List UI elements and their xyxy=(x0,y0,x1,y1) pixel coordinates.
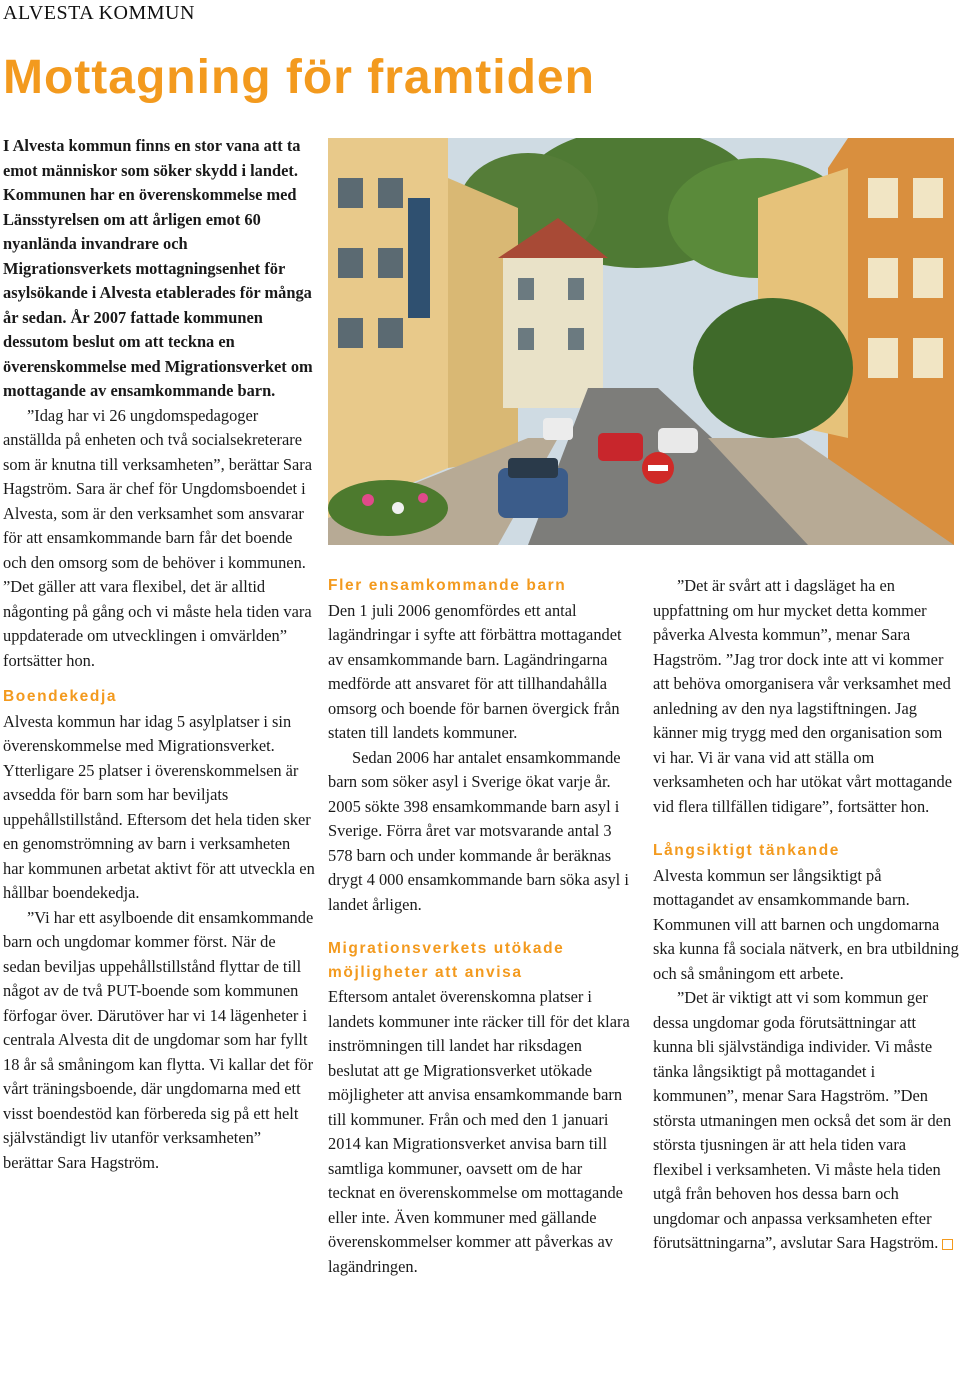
column-3 xyxy=(653,574,959,1256)
end-of-article-icon xyxy=(942,1239,953,1250)
closing-paragraph xyxy=(653,986,959,1256)
column-1 xyxy=(3,134,315,1175)
street-photo-illustration xyxy=(328,138,954,545)
subheading-boendekedja: Boendekedja xyxy=(3,688,118,705)
body-paragraph: Den 1 juli 2006 genomfördes ett antal lagändringar i syfte att förbättra mottagandet av ensamkommande barn. Lagändringarna medförde att ansvaret för att tillhandahålla omsorg och boende för barnen övergick från staten till landets kommuner. xyxy=(328,600,622,742)
body-paragraph: ”Vi har ett asylboende dit ensamkommande barn och ungdomar kommer först. När de sedan beviljas uppehållstillstånd flyttar de till något av de två PUT-boende som kommunen förfogar över. Därutöver har vi 14 lägenheter i centrala Alvesta dit de ungdomar som har fyllt 18 år så småningom kan flytta. Vi kallar det för vårt träningsboende, där ungdomarna med ett visst boendestöd kan förbereda sig på ett helt självständigt liv utanför verksamheten” berättar Sara Hagström. xyxy=(3,907,314,1172)
article-title: Mottagning för framtiden xyxy=(3,51,595,104)
publication-kicker: ALVESTA KOMMUN xyxy=(3,2,195,24)
street-photo xyxy=(328,138,954,545)
body-paragraph: Eftersom antalet överenskomna platser i landets kommuner inte räcker till för det klara inströmningen till landet har riksdagen beslutat att ge Migrationsverket utökade möjligheter att anvisa ensamkommande barn till kommuner. Från och med den 1 januari 2014 kan Migrationsverket anvisa barn till samtliga kommuner, oavsett om de har tecknat en överenskommelse om mottagande eller inte. Även kommuner med gällande överenskommelser kommer att påverkas av lagändringen. xyxy=(328,987,630,1276)
body-paragraph: ”Idag har vi 26 ungdomspedagoger anställda på enheten och två socialsekreterare som är knutna till verksamheten”, berättar Sara Hagström. Sara är chef för Ungdomsboendet i Alvesta, som är den verksamhet som ansvarar för att ensamkommande barn får det boende och den omsorg som de behöver i kommunen. ”Det gäller att vara flexibel, det är alltid någonting på gång och vi måste hela tiden vara uppdaterade om utvecklingen i omvärlden” fortsätter hon. xyxy=(3,405,313,670)
body-paragraph: ”Det är svårt att i dagsläget ha en uppfattning om hur mycket detta kommer påverka Alvesta kommun”, menar Sara Hagström. ”Jag tror dock inte att vi kommer att behöva omorganisera vår verksamhet med anledning av den nya lagstiftningen. Jag känner mig trygg med den organisation som vi har. Vi är vana vid att ställa om verksamheten och har utökat vårt mottagande vid flera tillfällen tidigare”, fortsätter hon. xyxy=(653,576,953,816)
column-2 xyxy=(328,574,630,1279)
body-paragraph: Alvesta kommun ser långsiktigt på mottagandet av ensamkommande barn. Kommunen vill att barnen och ungdomarna ska kunna få sociala nätverk, en bra utbildning och så småningom ett arbete. xyxy=(653,865,959,983)
lead-paragraph: I Alvesta kommun finns en stor vana att ta emot människor som söker skydd i landet. Kommunen har en överenskommelse med Länsstyrelsen om att årligen emot 60 nyanlända invandrare och Migrationsverkets mottagningsenhet för asylsökande i Alvesta etablerades för många år sedan. År 2007 fattade kommunen dessutom beslut om att teckna en överenskommelse med Migrationsverket om mottagande av ensamkommande barn. xyxy=(3,136,313,400)
body-paragraph: Sedan 2006 har antalet ensamkommande barn som söker asyl i Sverige ökat varje år. 2005 sökte 398 ensamkommande barn asyl i Sverige. Förra året var motsvarande antal 3 578 barn och under kommande år beräknas drygt 4 000 ensamkommande barn söka asyl i landet årligen. xyxy=(328,747,629,914)
subheading-langsiktigt-tankande: Långsiktigt tänkande xyxy=(653,842,841,859)
subheading-fler-ensamkommande-barn: Fler ensamkommande barn xyxy=(328,577,567,594)
body-paragraph: Alvesta kommun har idag 5 asylplatser i sin överenskommelse med Migrationsverket. Ytterligare 25 platser i överenskommelsen är avsedda för barn som har beviljats uppehållstillstånd. Eftersom det hela tiden sker en genomströmning av barn i verksamheten har kommunen arbetat aktivt för att utveckla en hållbar boendekedja. xyxy=(3,711,315,902)
closing-paragraph-text: ”Det är viktigt att vi som kommun ger dessa ungdomar goda förutsättningar att kunna bli självständiga individer. Vi måste tänka långsiktigt på mottagandet i kommunen”, menar Sara Hagström. ”Den största utmaningen men också det som är den största tjusningen är att hela tiden vara flexibel i verksamheten. Vi måste hela tiden utgå från behoven hos dessa barn och ungdomar och anpassa verksamheten efter förutsättningarna”, avslutar Sara Hagström. xyxy=(653,988,952,1252)
subheading-migrationsverket: Migrationsverkets utökade möjligheter att anvisa xyxy=(328,940,565,981)
